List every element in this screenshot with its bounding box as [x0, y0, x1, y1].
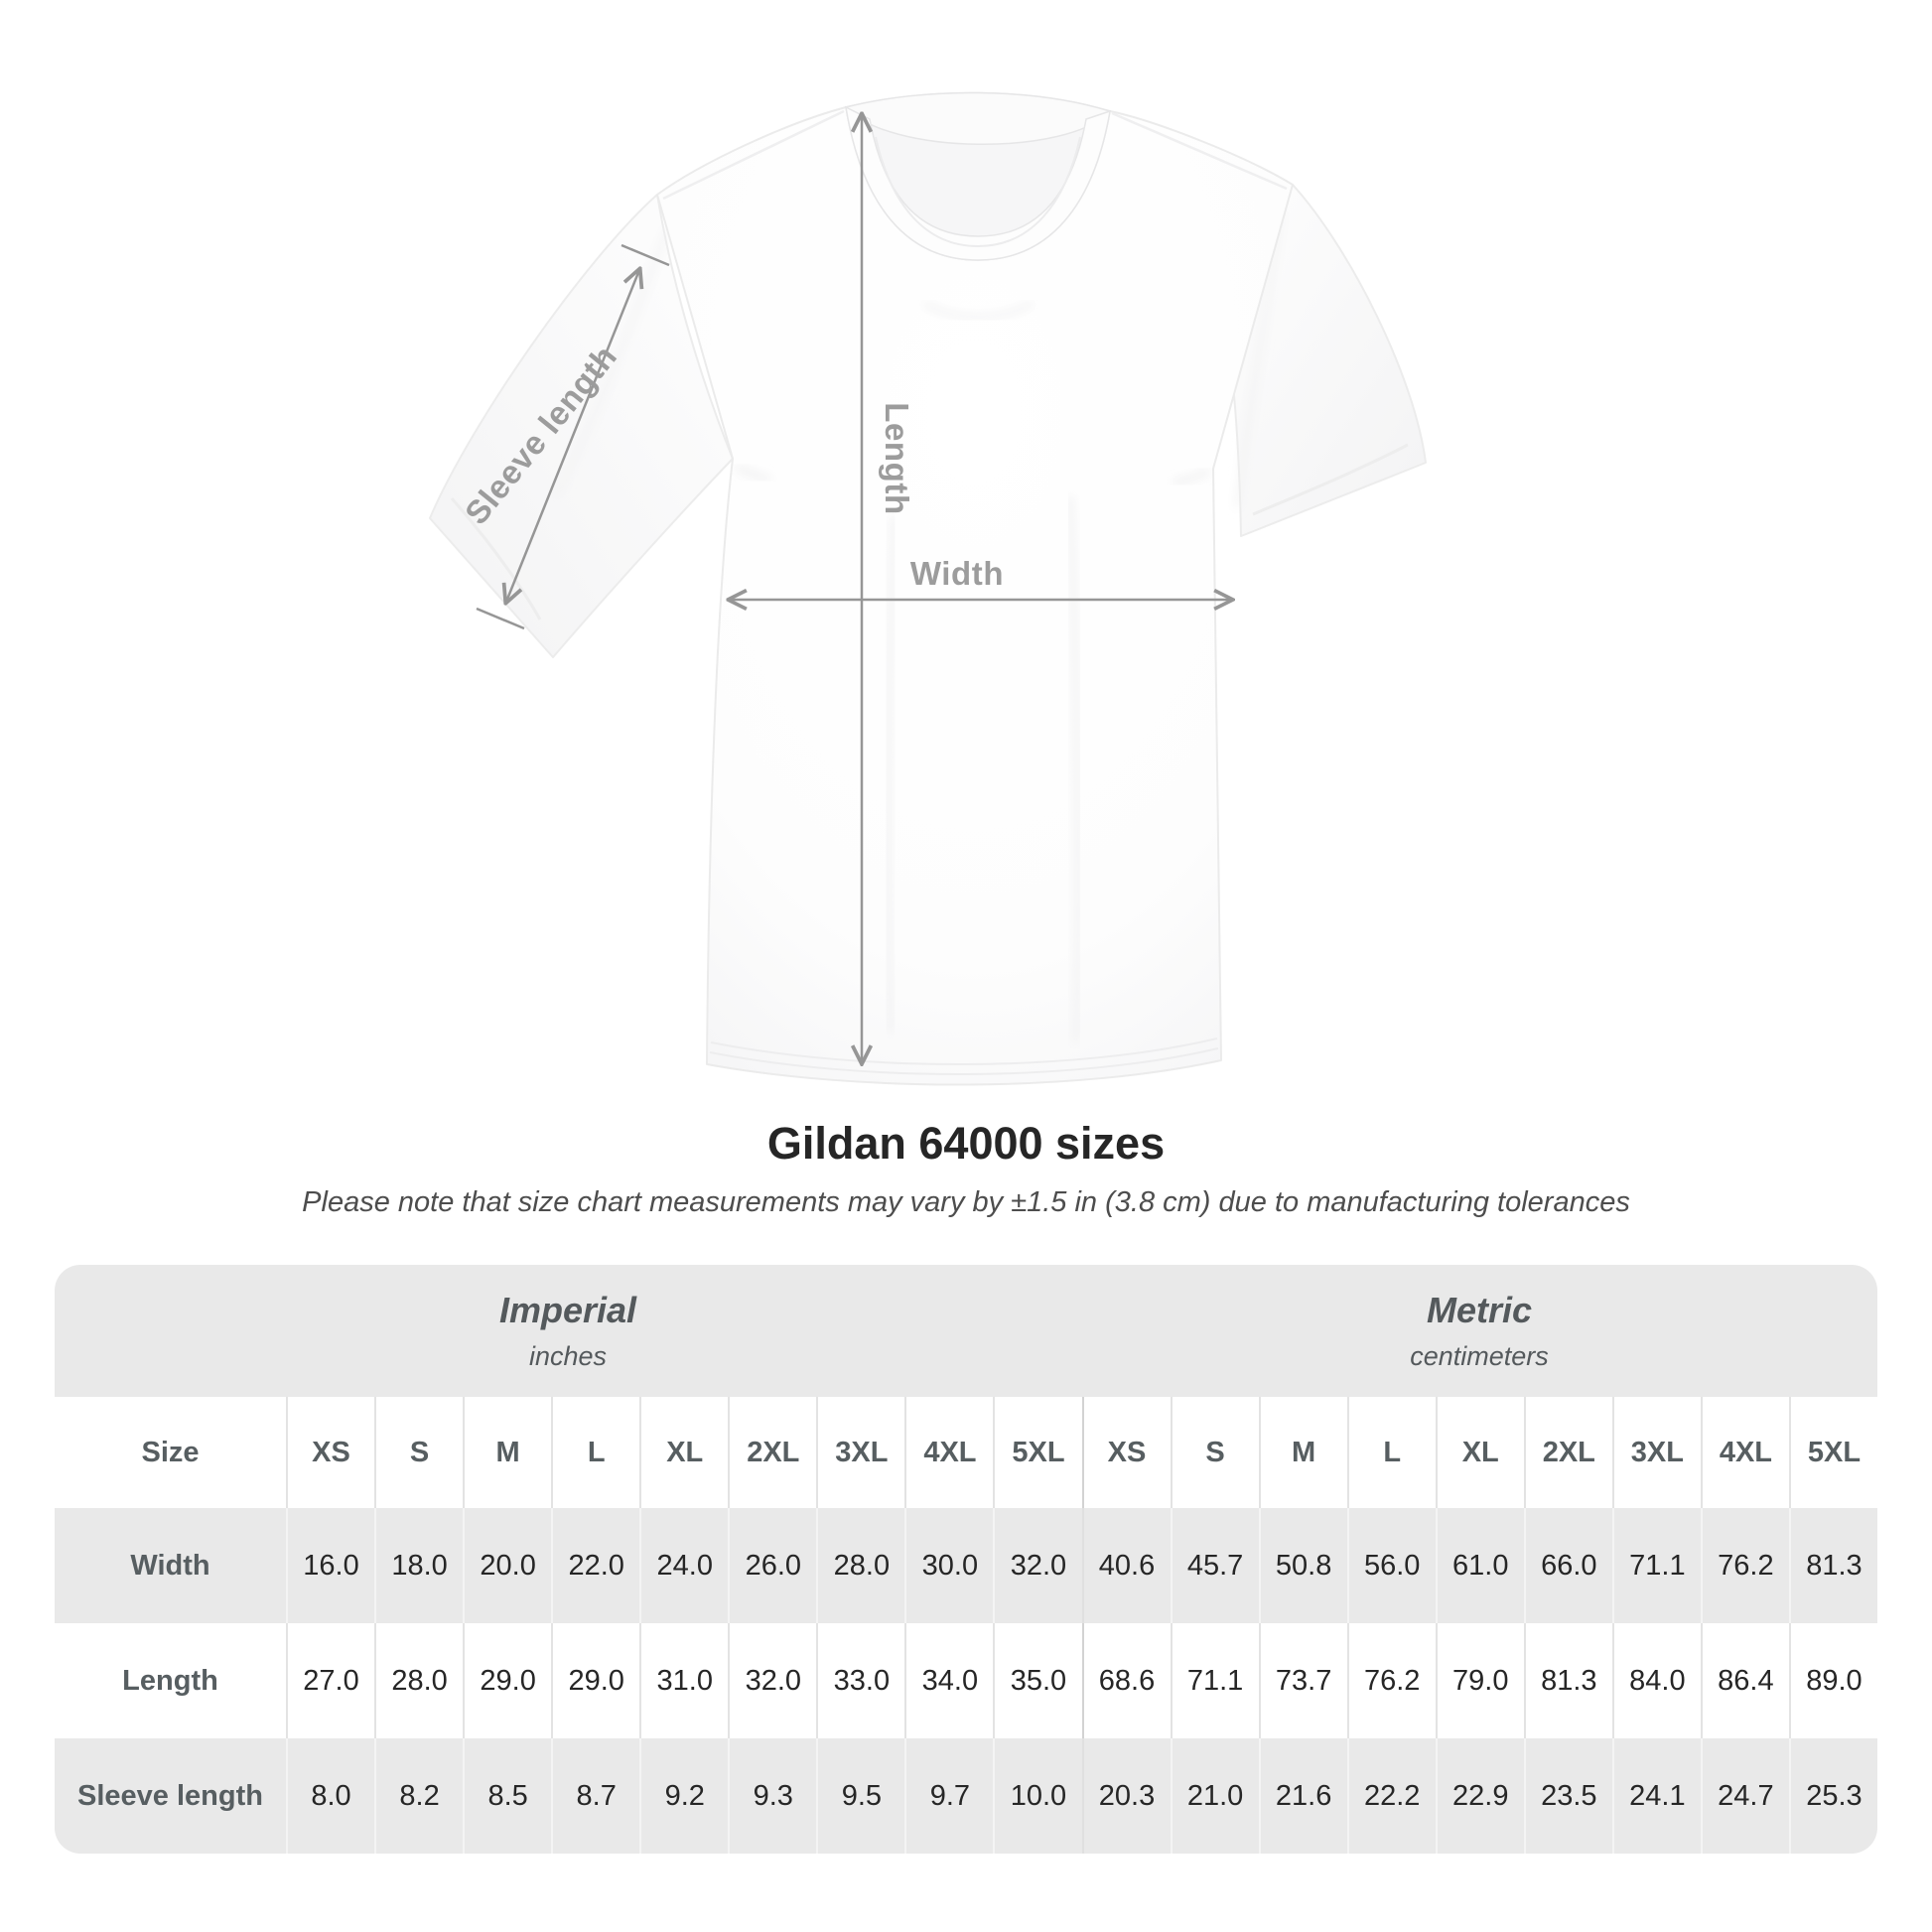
value-cell: 9.7	[904, 1738, 993, 1854]
value-cell: 32.0	[728, 1623, 816, 1738]
value-cell: 9.2	[639, 1738, 728, 1854]
value-cell: 25.3	[1789, 1738, 1877, 1854]
value-cell: 10.0	[993, 1738, 1081, 1854]
value-cell: 76.2	[1701, 1508, 1789, 1623]
value-cell: 61.0	[1436, 1508, 1524, 1623]
value-cell: 24.0	[639, 1508, 728, 1623]
size-column-header: Size	[141, 1436, 200, 1468]
size-header-cell: XL	[639, 1397, 728, 1508]
size-header-cell: M	[1259, 1397, 1347, 1508]
value-cell: 16.0	[286, 1508, 374, 1623]
value-cell: 8.7	[551, 1738, 639, 1854]
value-cell: 20.3	[1082, 1738, 1171, 1854]
value-cell: 27.0	[286, 1623, 374, 1738]
metric-header	[1081, 1265, 1877, 1397]
table-body	[55, 1508, 1877, 1854]
value-cell: 66.0	[1524, 1508, 1612, 1623]
value-cell: 29.0	[551, 1623, 639, 1738]
size-header-cell: 2XL	[728, 1397, 816, 1508]
size-header-cell: 5XL	[993, 1397, 1081, 1508]
value-cell: 71.1	[1171, 1623, 1259, 1738]
measurement-row	[55, 1623, 1877, 1738]
row-label: Sleeve length	[77, 1779, 263, 1812]
value-cell: 22.2	[1347, 1738, 1436, 1854]
page-title: Gildan 64000 sizes	[766, 1118, 1166, 1169]
value-cell: 34.0	[904, 1623, 993, 1738]
size-chart-table	[55, 1265, 1877, 1854]
size-header-cell: XL	[1436, 1397, 1524, 1508]
value-cell: 68.6	[1082, 1623, 1171, 1738]
value-cell: 20.0	[463, 1508, 551, 1623]
value-cell: 28.0	[816, 1508, 904, 1623]
metric-unit: centimeters	[1410, 1341, 1549, 1371]
value-cell: 81.3	[1789, 1508, 1877, 1623]
imperial-header	[55, 1265, 1081, 1397]
unit-group-header-row	[55, 1265, 1877, 1397]
row-label: Width	[130, 1549, 210, 1582]
size-header-cell: 2XL	[1524, 1397, 1612, 1508]
value-cell: 71.1	[1612, 1508, 1701, 1623]
size-header-row	[55, 1397, 1877, 1508]
value-cell: 18.0	[374, 1508, 463, 1623]
value-cell: 31.0	[639, 1623, 728, 1738]
size-header-cell: 5XL	[1789, 1397, 1877, 1508]
size-header-cell: 3XL	[1612, 1397, 1701, 1508]
value-cell: 24.7	[1701, 1738, 1789, 1854]
size-header-cell: XS	[286, 1397, 374, 1508]
value-cell: 24.1	[1612, 1738, 1701, 1854]
value-cell: 30.0	[904, 1508, 993, 1623]
size-header-cell: 4XL	[904, 1397, 993, 1508]
value-cell: 29.0	[463, 1623, 551, 1738]
value-cell: 40.6	[1082, 1508, 1171, 1623]
width-label: Width	[909, 555, 1005, 592]
value-cell: 56.0	[1347, 1508, 1436, 1623]
value-cell: 89.0	[1789, 1623, 1877, 1738]
value-cell: 45.7	[1171, 1508, 1259, 1623]
size-header-cell: M	[463, 1397, 551, 1508]
value-cell: 33.0	[816, 1623, 904, 1738]
value-cell: 22.9	[1436, 1738, 1524, 1854]
size-header-cell: S	[1171, 1397, 1259, 1508]
row-label: Length	[122, 1664, 218, 1697]
size-header-cell: XS	[1082, 1397, 1171, 1508]
value-cell: 76.2	[1347, 1623, 1436, 1738]
tolerance-note: Please note that size chart measurements may vary by ±1.5 in (3.8 cm) due to manufacturing tolerances	[302, 1186, 1630, 1218]
sleeve-length-label: Sleeve length	[457, 338, 624, 532]
value-cell: 81.3	[1524, 1623, 1612, 1738]
size-header-cell: L	[551, 1397, 639, 1508]
value-cell: 73.7	[1259, 1623, 1347, 1738]
size-header-cell: L	[1347, 1397, 1436, 1508]
value-cell: 79.0	[1436, 1623, 1524, 1738]
value-cell: 50.8	[1259, 1508, 1347, 1623]
value-cell: 9.5	[816, 1738, 904, 1854]
value-cell: 86.4	[1701, 1623, 1789, 1738]
measurement-row	[55, 1508, 1877, 1623]
value-cell: 23.5	[1524, 1738, 1612, 1854]
value-cell: 84.0	[1612, 1623, 1701, 1738]
measurement-row	[55, 1738, 1877, 1854]
size-header-cell: 3XL	[816, 1397, 904, 1508]
imperial-title: Imperial	[498, 1290, 637, 1330]
value-cell: 22.0	[551, 1508, 639, 1623]
value-cell: 8.5	[463, 1738, 551, 1854]
value-cell: 21.0	[1171, 1738, 1259, 1854]
value-cell: 26.0	[728, 1508, 816, 1623]
value-cell: 9.3	[728, 1738, 816, 1854]
size-header-cell: S	[374, 1397, 463, 1508]
value-cell: 8.2	[374, 1738, 463, 1854]
value-cell: 21.6	[1259, 1738, 1347, 1854]
imperial-unit: inches	[528, 1341, 608, 1371]
value-cell: 35.0	[993, 1623, 1081, 1738]
value-cell: 32.0	[993, 1508, 1081, 1623]
size-header-cell: 4XL	[1701, 1397, 1789, 1508]
value-cell: 28.0	[374, 1623, 463, 1738]
value-cell: 8.0	[286, 1738, 374, 1854]
metric-title: Metric	[1426, 1290, 1533, 1330]
length-label: Length	[879, 402, 915, 515]
